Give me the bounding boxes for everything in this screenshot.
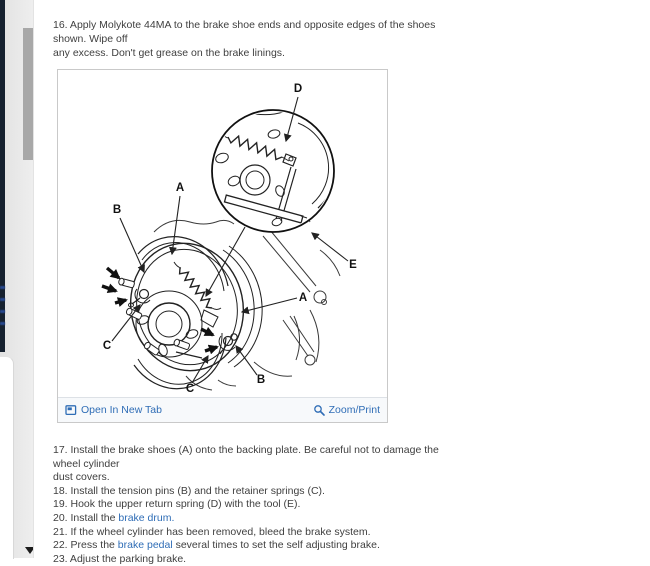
step-23: [53, 553, 457, 566]
callout-e: E: [349, 259, 357, 271]
inset-detail: [206, 110, 344, 296]
zoom-print-link[interactable]: [313, 404, 380, 416]
step-17-line-1: 17. Install the brake shoes (A) onto the backing plate. Be careful not to damage the wheel cylinder: [53, 444, 439, 470]
step-16-line-1: 16. Apply Molykote 44MA to the brake shoe ends and opposite edges of the shoes shown. Wipe off: [53, 19, 436, 45]
step-23-text: 23. Adjust the parking brake.: [53, 552, 187, 565]
open-in-new-tab-label: Open In New Tab: [81, 404, 162, 416]
step-20-text: 20. Install the: [53, 511, 119, 524]
callout-c-lower: C: [185, 383, 195, 395]
brake-shoe-arcs: [134, 237, 228, 389]
callout-b-lower: B: [256, 374, 266, 386]
lower-panel-corner: [0, 356, 14, 559]
sidebar-glyph-fragment: [0, 310, 5, 313]
panel-divider: [33, 0, 40, 558]
step-20: [53, 512, 457, 526]
step-22: [53, 539, 457, 553]
step-17: [53, 444, 457, 485]
callout-c-left: C: [102, 340, 112, 352]
instruction-steps: [53, 444, 457, 566]
step-17-line-2: dust covers.: [53, 471, 110, 484]
step-16-text: [53, 18, 457, 60]
step-22-text-pre: 22. Press the: [53, 539, 118, 552]
step-18-text: 18. Install the tension pins (B) and the retainer springs (C).: [53, 484, 325, 497]
callout-b-upper: B: [112, 204, 122, 216]
brake-assembly-diagram: [58, 70, 387, 397]
figure-panel: [57, 69, 388, 423]
sidebar-glyph-fragment: [0, 286, 5, 289]
sidebar-glyph-fragment: [0, 322, 5, 325]
zoom-print-label: Zoom/Print: [328, 404, 380, 416]
step-18: [53, 485, 457, 499]
step-16-line-2: any excess. Don't get grease on the brake linings.: [53, 47, 285, 59]
magnifier-icon: [313, 404, 325, 416]
brake-drum-link[interactable]: brake drum.: [118, 511, 175, 524]
step-19-text: 19. Hook the upper return spring (D) with the tool (E).: [53, 498, 301, 511]
figure-toolbar: [58, 397, 387, 422]
step-21-text: 21. If the wheel cylinder has been removed, bleed the brake system.: [53, 525, 371, 538]
step-22-text-post: several times to set the self adjusting brake.: [172, 539, 380, 552]
callout-a-right: A: [298, 292, 308, 304]
step-21: [53, 526, 457, 540]
callout-d: D: [293, 83, 303, 95]
step-19: [53, 498, 457, 512]
callout-a-upper: A: [175, 182, 185, 194]
open-in-new-tab-link[interactable]: [65, 404, 162, 416]
open-in-new-icon: [65, 404, 77, 416]
brake-pedal-link[interactable]: brake pedal: [117, 539, 173, 552]
sidebar-glyph-fragment: [0, 298, 5, 301]
vertical-scrollbar-thumb[interactable]: [23, 28, 33, 160]
